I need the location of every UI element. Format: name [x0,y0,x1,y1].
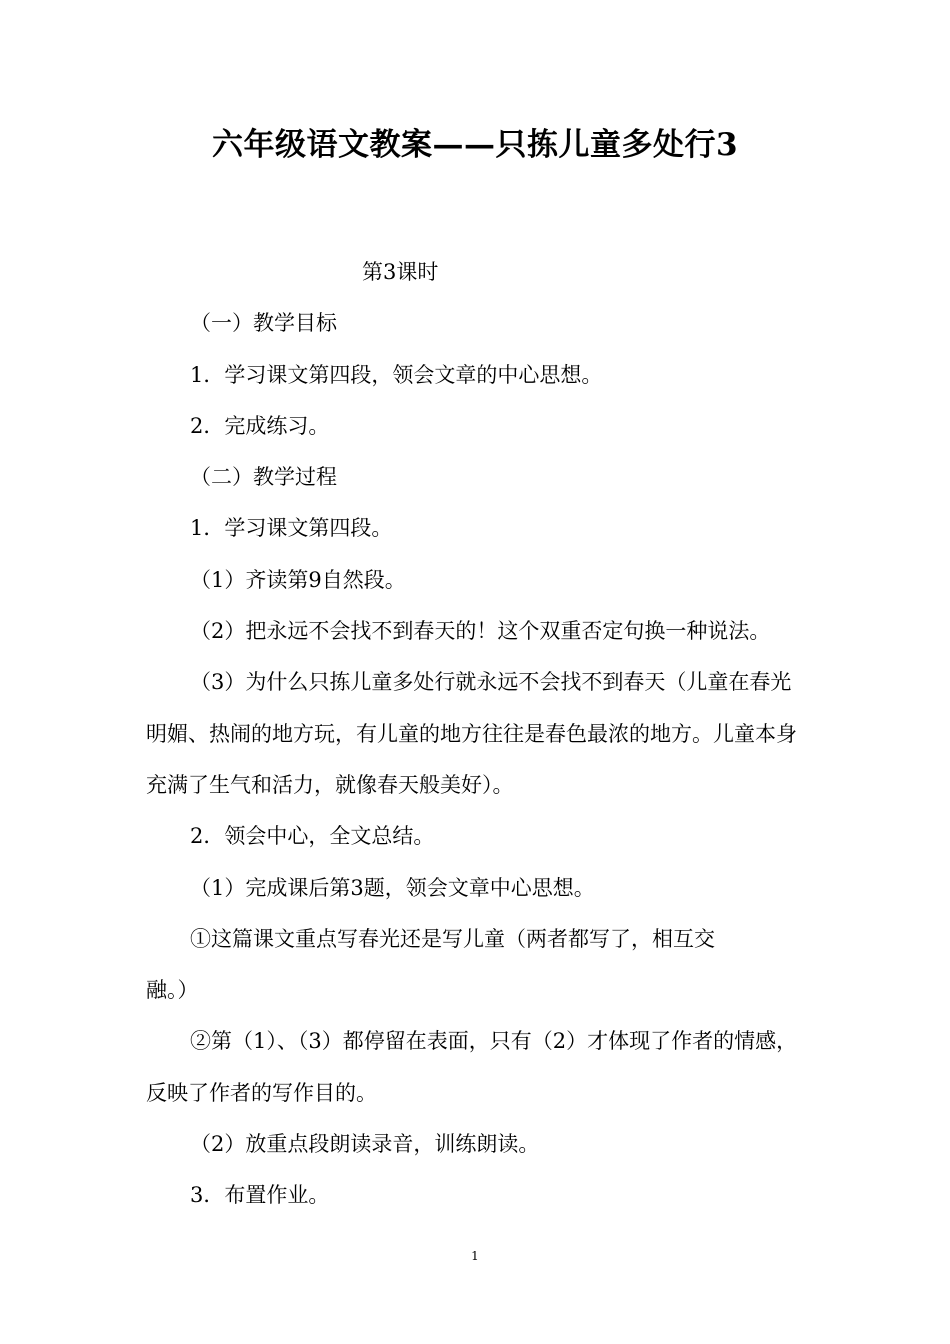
document-title: 六年级语文教案——只拣儿童多处行3 [211,127,739,163]
process-substep: （2）把永远不会找不到春天的！这个双重否定句换一种说法。 [190,619,771,644]
process-substep: （1）完成课后第3题，领会文章中心思想。 [190,875,595,900]
objective-item: 2．完成练习。 [190,413,330,438]
process-step: 3．布置作业。 [190,1183,330,1208]
process-step: 2．领会中心，全文总结。 [190,824,435,849]
page-number: 1 [471,1249,479,1263]
process-step: 1．学习课文第四段。 [190,516,393,541]
lesson-heading: 第3课时 [362,260,439,284]
process-substep: （2）放重点段朗读录音，训练朗读。 [190,1132,540,1157]
process-substep: （1）齐读第9自然段。 [190,567,406,592]
process-substep: （3）为什么只拣儿童多处行就永远不会找不到春天（儿童在春光明媚、热闹的地方玩，有儿童的地方往往是春色最浓的地方。儿童本身充满了生气和活力，就像春天般美好）。 [146,670,797,797]
process-point: ②第（1）、（3）都停留在表面，只有（2）才体现了作者的情感，反映了作者的写作目的。 [146,1029,798,1105]
section-heading-objectives: （一）教学目标 [190,311,337,336]
objective-item: 1．学习课文第四段，领会文章的中心思想。 [190,362,603,387]
process-point: ①这篇课文重点写春光还是写儿童（两者都写了，相互交融。） [146,926,715,1003]
section-heading-process: （二）教学过程 [190,465,337,490]
document-body [146,247,810,1222]
